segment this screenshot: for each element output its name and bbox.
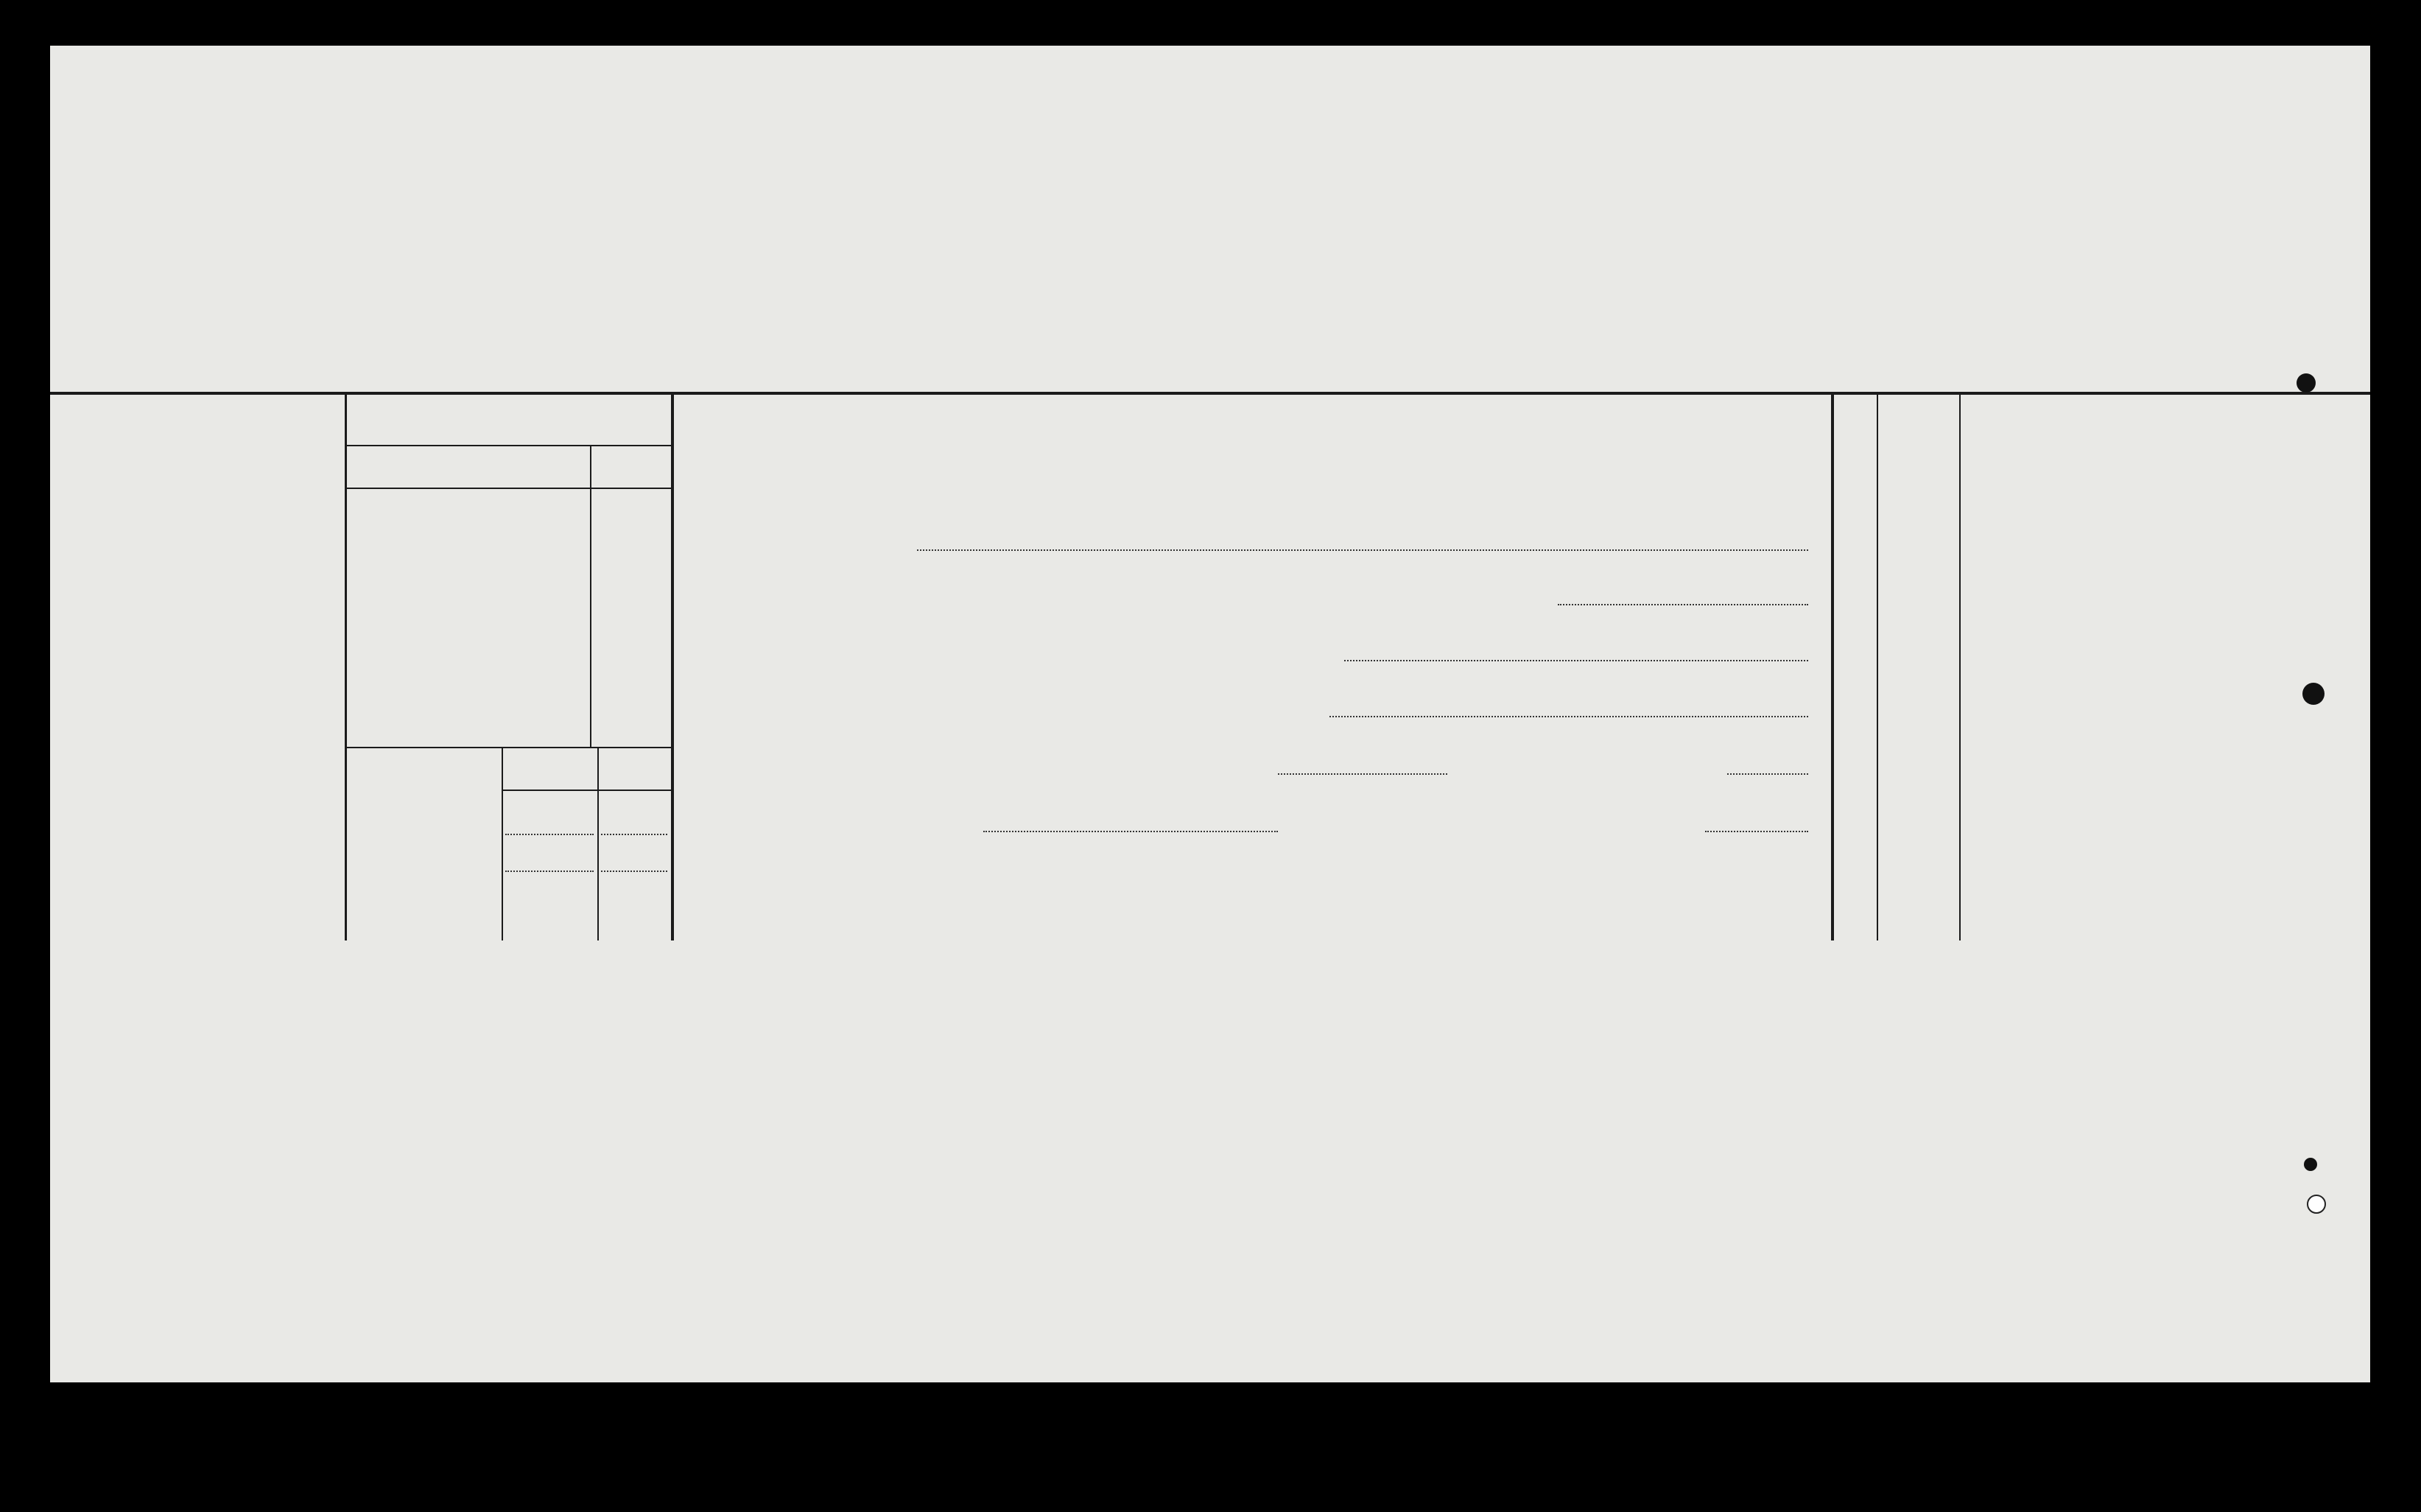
ink-blot bbox=[2304, 1158, 2317, 1171]
hired-workers-block bbox=[50, 392, 345, 940]
population-block bbox=[1834, 392, 2370, 940]
hired-workers-title bbox=[315, 414, 345, 922]
middle-section bbox=[50, 392, 2370, 940]
population-title bbox=[1837, 421, 1875, 907]
census-card bbox=[50, 46, 2370, 1382]
ink-blot bbox=[2302, 683, 2325, 705]
lease-table bbox=[50, 893, 2370, 1382]
punch-hole bbox=[2307, 1195, 2326, 1214]
private-households-block bbox=[674, 392, 1867, 940]
crops-table bbox=[50, 46, 2370, 392]
trade-block bbox=[347, 392, 671, 940]
ink-blot bbox=[2297, 373, 2316, 393]
